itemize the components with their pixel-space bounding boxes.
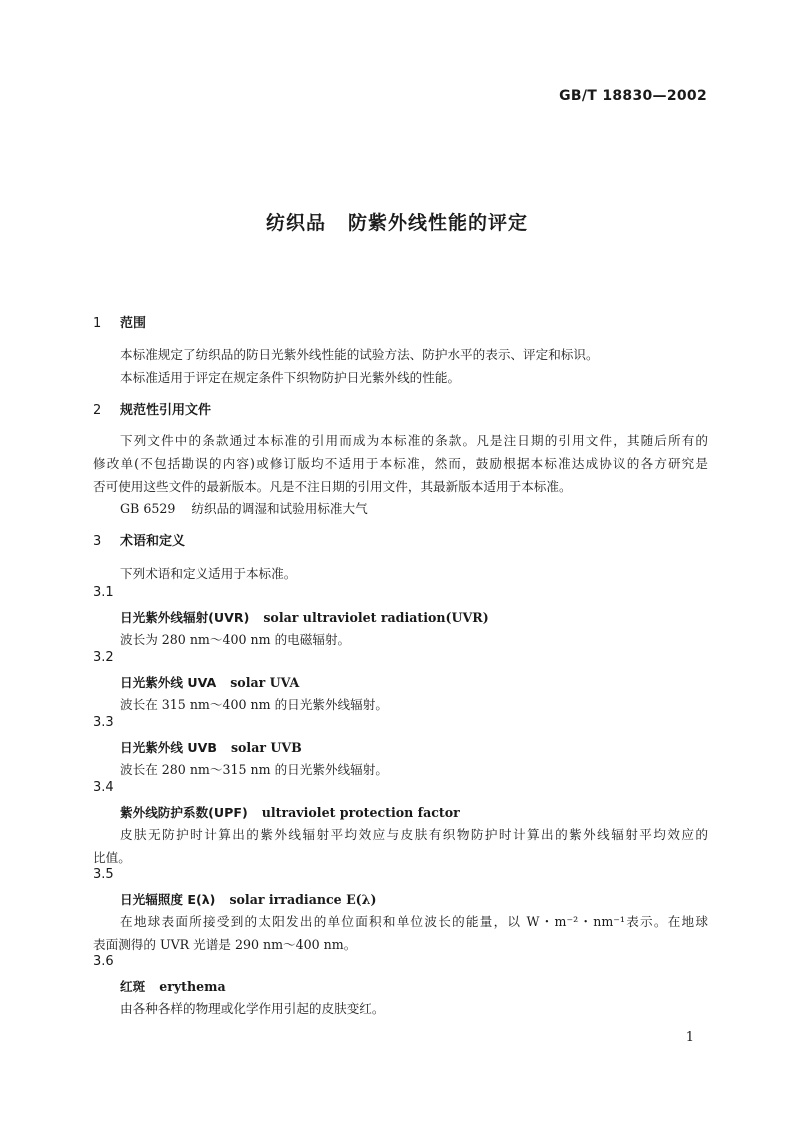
term-english: solar ultraviolet radiation(UVR) [263, 610, 489, 625]
section-1-paragraph-1: 本标准规定了纺织品的防日光紫外线性能的试验方法、防护水平的表示、评定和标识。 [120, 347, 599, 362]
section-2-line-1: 下列文件中的条款通过本标准的引用而成为本标准的条款。凡是注日期的引用文件，其随后所有的 [120, 433, 708, 448]
page-number: 1 [685, 1030, 694, 1045]
term-english: erythema [159, 979, 226, 994]
term-number: 3.2 [93, 650, 114, 665]
term-chinese: 红斑 [120, 979, 146, 994]
term-definition: 波长在 280 nm～315 nm 的日光紫外线辐射。 [120, 762, 388, 777]
term-number: 3.1 [93, 585, 114, 600]
term-english: solar irradiance E(λ) [229, 892, 377, 907]
term-heading [120, 607, 489, 626]
section-2-line-2: 修改单(不包括勘误的内容)或修订版均不适用于本标准，然而，鼓励根据本标准达成协议的各方研究是 [93, 456, 708, 471]
term-heading [120, 889, 376, 908]
section-title: 规范性引用文件 [120, 403, 212, 418]
term-heading [120, 802, 460, 821]
term-heading [120, 672, 299, 691]
term-chinese: 日光紫外线辐射(UVR) [120, 610, 250, 625]
section-3-heading [93, 530, 185, 549]
reference-title: 纺织品的调湿和试验用标准大气 [191, 501, 368, 516]
term-chinese: 日光紫外线 UVB [120, 740, 217, 755]
term-definition-continued: 表面测得的 UVR 光谱是 290 nm～400 nm。 [93, 937, 357, 952]
section-title: 术语和定义 [120, 534, 186, 549]
section-3-intro: 下列术语和定义适用于本标准。 [120, 566, 297, 581]
reference-code: GB 6529 [120, 501, 176, 516]
term-number: 3.5 [93, 867, 114, 882]
term-definition: 皮肤无防护时计算出的紫外线辐射平均效应与皮肤有织物防护时计算出的紫外线辐射平均效应的 [120, 827, 708, 842]
term-number: 3.6 [93, 954, 114, 969]
term-english: solar UVB [230, 740, 302, 755]
term-definition: 波长为 280 nm～400 nm 的电磁辐射。 [120, 632, 351, 647]
title-part1: 纺织品 [265, 212, 326, 234]
term-definition: 由各种各样的物理或化学作用引起的皮肤变红。 [120, 1001, 385, 1016]
term-chinese: 紫外线防护系数(UPF) [120, 805, 248, 820]
section-title: 范围 [120, 316, 147, 331]
section-number: 3 [93, 534, 102, 549]
standard-number: GB/T 18830—2002 [559, 88, 707, 104]
term-definition-continued: 比值。 [93, 850, 131, 865]
term-chinese: 日光紫外线 UVA [120, 675, 217, 690]
term-definition: 波长在 315 nm～400 nm 的日光紫外线辐射。 [120, 697, 388, 712]
page-title [0, 208, 794, 235]
term-definition: 在地球表面所接受到的太阳发出的单位面积和单位波长的能量，以 W・m⁻²・nm⁻¹表示。在地球 [120, 914, 708, 929]
section-2-line-3: 否可使用这些文件的最新版本。凡是不注日期的引用文件，其最新版本适用于本标准。 [93, 479, 572, 494]
section-number: 1 [93, 316, 102, 331]
term-number: 3.3 [93, 715, 114, 730]
section-1-paragraph-2: 本标准适用于评定在规定条件下织物防护日光紫外线的性能。 [120, 370, 461, 385]
term-english: ultraviolet protection factor [261, 805, 460, 820]
term-chinese: 日光辐照度 E(λ) [120, 892, 216, 907]
section-2-heading [93, 399, 211, 418]
section-number: 2 [93, 403, 102, 418]
section-1-heading [93, 312, 146, 331]
term-heading [120, 976, 226, 995]
title-part2: 防紫外线性能的评定 [348, 212, 529, 234]
term-heading [120, 737, 302, 756]
term-english: solar UVA [230, 675, 300, 690]
term-number: 3.4 [93, 780, 114, 795]
normative-reference [120, 498, 368, 517]
